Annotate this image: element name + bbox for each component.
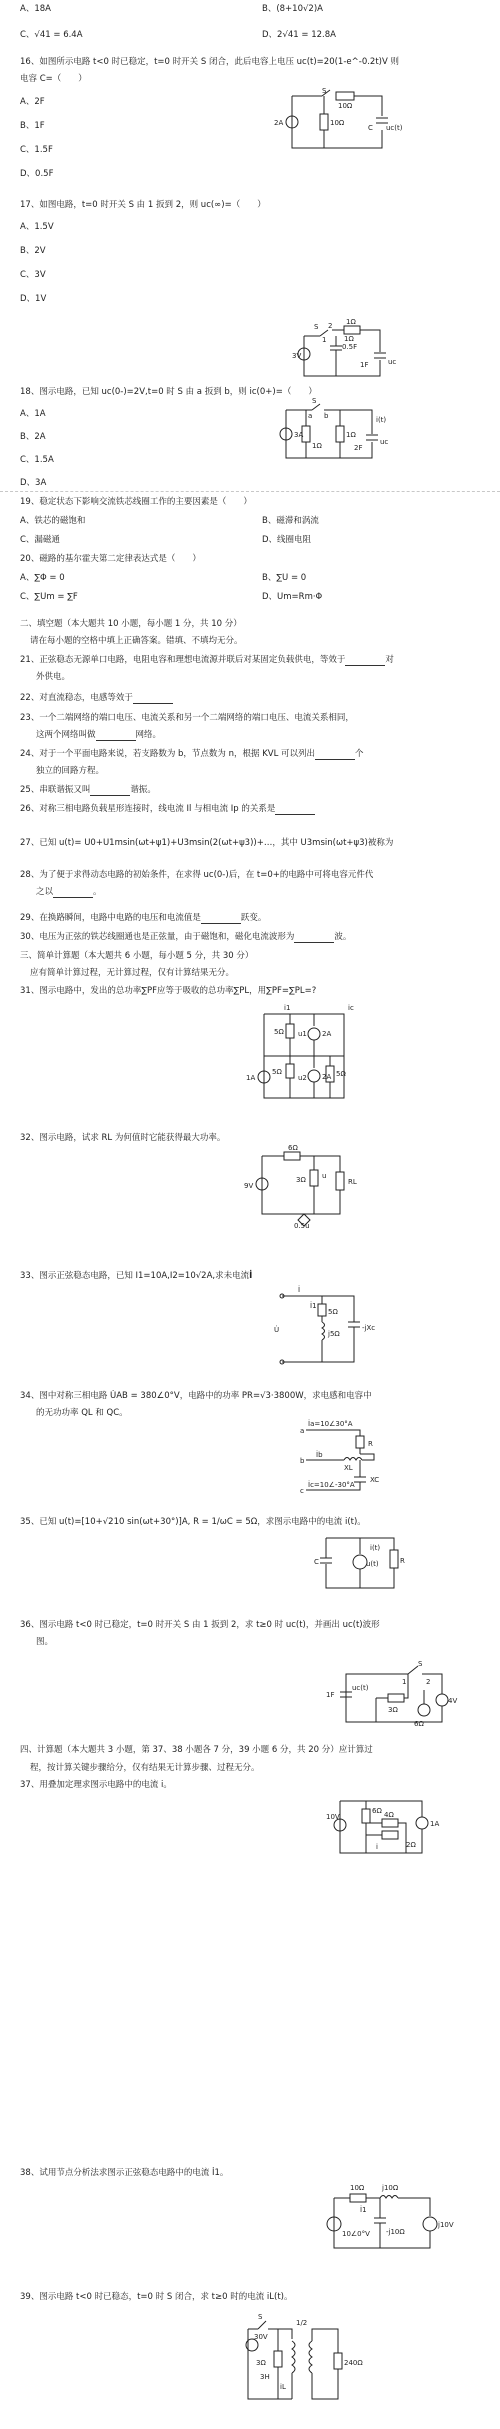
q23-stem: 23、一个二端网络的端口电压、电流关系和另一个二端网络的端口电压、电流关系相同， — [20, 713, 354, 723]
answer-blank[interactable] — [315, 750, 355, 760]
q32-r6-label: 6Ω — [288, 1144, 298, 1152]
q16-r1-label: 10Ω — [338, 102, 353, 110]
q35-c-label: C — [314, 1558, 319, 1566]
q19-option-c: C、漏磁通 — [20, 535, 60, 545]
q34-ic-label: İc=10∠-30°A — [308, 1481, 355, 1489]
q17-c1-label: 0.5F — [342, 343, 358, 351]
q36-switch-label: S — [418, 1660, 423, 1668]
q35-stem: 35、已知 u(t)=[10+√210 sin(ωt+30°)]A, R = 1/ωC = 5Ω，求图示电路中的电流 i(t)。 — [20, 1517, 366, 1527]
q22-stem: 22、对直流稳态，电感等效于 — [20, 693, 173, 704]
q15-option-d: D、2√41 = 12.8A — [262, 30, 336, 40]
q31-r1-label: 5Ω — [274, 1028, 284, 1036]
q17-node1-label: 1 — [322, 336, 327, 344]
answer-blank[interactable] — [345, 656, 385, 666]
q31-u1-label: u1 — [298, 1030, 307, 1038]
q20-option-c: C、∑Um = ∑F — [20, 592, 78, 602]
q18-node-b-label: b — [324, 412, 329, 420]
q16-r2-label: 10Ω — [330, 119, 345, 127]
q36-c-label: 1F — [326, 1691, 335, 1699]
q20-stem: 20、磁路的基尔霍夫第二定律表达式是（ ） — [20, 554, 201, 564]
answer-blank[interactable] — [275, 805, 315, 815]
q37-r2-label: 2Ω — [406, 1841, 416, 1849]
q39-l-label: 3H — [260, 2373, 270, 2381]
q36-stem-cont: 图。 — [36, 1637, 54, 1647]
q16-circuit-figure — [272, 86, 402, 158]
section4-title: 四、计算题（本大题共 3 小题，第 37、38 小题各 7 分，39 小题 6 分，共 20 分）应计算过 — [20, 1745, 373, 1755]
q21-stem-cont: 外供电。 — [36, 672, 71, 682]
q39-il-label: iL — [280, 2383, 286, 2391]
q34-stem: 34、图中对称三相电路 U̇AB = 380∠0°V，电路中的功率 PR=√3·3800W，求电感和电容中 — [20, 1391, 372, 1401]
q16-cap-label: C — [368, 124, 373, 132]
q16-option-a: A、2F — [20, 97, 45, 107]
q34-phase-a-label: a — [300, 1427, 305, 1435]
q20-option-d: D、Um=Rm·Φ — [262, 592, 323, 602]
q39-switch-label: S — [258, 2313, 263, 2321]
q18-option-c: C、1.5A — [20, 455, 54, 465]
answer-blank[interactable] — [96, 731, 136, 741]
q17-stem: 17、如图电路，t=0 时开关 S 由 1 扳到 2，则 uc(∞)=（ ） — [20, 200, 266, 210]
q19-option-a: A、铁芯的磁饱和 — [20, 516, 86, 526]
q34-stem-cont: 的无功功率 QL 和 QC。 — [36, 1408, 128, 1418]
q33-r-label: 5Ω — [328, 1308, 338, 1316]
q18-option-a: A、1A — [20, 409, 46, 419]
q36-r3-label: 3Ω — [388, 1706, 398, 1714]
q17-switch-label: S — [314, 323, 319, 331]
q25-stem: 25、串联谐振又叫 谐振。 — [20, 785, 156, 795]
q38-stem: 38、试用节点分析法求图示正弦稳态电路中的电流 İ1。 — [20, 2168, 229, 2178]
q34-ib-label: İb — [316, 1451, 323, 1459]
q18-r2-label: 1Ω — [346, 431, 356, 439]
q36-circuit-figure — [326, 1660, 466, 1732]
q37-stem: 37、用叠加定理求图示电路中的电流 i。 — [20, 1780, 172, 1790]
q39-circuit-figure — [238, 2309, 368, 2405]
q35-circuit-figure — [314, 1530, 410, 1596]
q39-stem: 39、图示电路 t<0 时已稳态，t=0 时 S 闭合，求 t≥0 时的电流 iL(t)。 — [20, 2292, 293, 2302]
q27-stem: 27、已知 u(t)= U0+U1msin(ωt+ψ1)+U3msin(2(ωt+ψ3))+…，其中 U3msin(ωt+ψ3)被称为 — [20, 838, 394, 848]
q38-r-label: 10Ω — [350, 2184, 365, 2192]
q24-stem: 24、对于一个平面电路来说，若支路数为 b，节点数为 n，根据 KVL 可以列出 个 — [20, 749, 364, 759]
section2-title: 二、填空题（本大题共 10 小题，每小题 1 分，共 10 分） — [20, 619, 242, 629]
q24-stem-cont: 独立的回路方程。 — [36, 766, 105, 776]
q17-node2-label: 2 — [328, 322, 333, 330]
q39-ratio-label: 1/2 — [296, 2319, 308, 2327]
q18-option-b: B、2A — [20, 432, 46, 442]
q35-i-label: i(t) — [370, 1544, 381, 1552]
q31-u2-label: u2 — [298, 1074, 307, 1082]
q31-circuit-figure — [244, 1000, 364, 1108]
q15-option-b: B、(8+10√2)A — [262, 4, 323, 14]
q15-option-c: C、√41 = 6.4A — [20, 30, 83, 40]
q34-phase-c-label: c — [300, 1487, 304, 1495]
q35-u-label: u(t) — [366, 1560, 379, 1568]
q18-cap-label: 2F — [354, 444, 363, 452]
section3-title: 三、简单计算题（本大题共 6 小题，每小题 5 分，共 30 分） — [20, 951, 254, 961]
q33-jx-label: j5Ω — [328, 1330, 340, 1338]
q31-r3-label: 5Ω — [272, 1068, 282, 1076]
q17-r2-label: 1Ω — [344, 335, 354, 343]
q28-stem-cont: 之以 。 — [36, 887, 102, 897]
q18-source-label: 3A — [294, 431, 304, 439]
q28-stem: 28、为了便于求得动态电路的初始条件，在求得 uc(0-)后，在 t=0+的电路中可将电容元件代 — [20, 870, 374, 880]
q17-option-a: A、1.5V — [20, 222, 54, 232]
q19-option-d: D、线圈电阻 — [262, 535, 312, 545]
q18-stem: 18、图示电路，已知 uc(0-)=2V,t=0 时 S 由 a 扳到 b，则 ic(0+)=（ ） — [20, 387, 317, 397]
q18-switch-label: S — [312, 397, 317, 405]
q31-stem: 31、图示电路中，发出的总功率∑PF应等于吸收的总功率∑PL，用∑PF=∑PL=? — [20, 986, 317, 996]
q38-v2-label: j10V — [438, 2221, 454, 2229]
q31-i1-label: i1 — [284, 1004, 291, 1012]
answer-blank[interactable] — [90, 786, 130, 796]
q33-i1-label: İ1 — [310, 1302, 317, 1310]
q20-option-b: B、∑U = 0 — [262, 573, 307, 583]
q36-u-label: uc(t) — [352, 1684, 369, 1692]
q34-circuit-figure — [300, 1420, 420, 1500]
q38-jx-label: j10Ω — [382, 2184, 399, 2192]
section2-note: 请在每小题的空格中填上正确答案。错填、不填均无分。 — [30, 636, 243, 646]
q18-r1-label: 1Ω — [312, 442, 322, 450]
q38-circuit-figure — [320, 2184, 454, 2256]
q18-current-label: i(t) — [376, 416, 387, 424]
q32-r3-label: 3Ω — [296, 1176, 306, 1184]
q18-option-d: D、3A — [20, 478, 47, 488]
q26-stem: 26、对称三相电路负载星形连接时，线电流 Il 与相电流 Ip 的关系是 — [20, 804, 315, 815]
q33-i-label: İ — [298, 1286, 301, 1294]
answer-blank[interactable] — [133, 694, 173, 704]
q19-option-b: B、磁滞和涡流 — [262, 516, 319, 526]
q37-circuit-figure — [326, 1791, 446, 1861]
q37-r6-label: 6Ω — [372, 1807, 382, 1815]
q32-circuit-figure — [244, 1142, 364, 1230]
q33-stem: 33、图示正弦稳态电路，已知 I1=10A,I2=10√2A,求未电流İ — [20, 1271, 253, 1281]
q21-stem: 21、正弦稳态无源单口电路，电阻电容和理想电流源并联后对某固定负载供电，等效于 对 — [20, 655, 394, 665]
q31-src2a-b-label: 2A — [322, 1073, 332, 1081]
q30-stem: 30、电压为正弦的铁芯线圈通也是正弦量，由于磁饱和，磁化电流波形为 波。 — [20, 932, 352, 942]
q33-u-label: U̇ — [274, 1326, 280, 1334]
q32-dependent-label: 0.5u — [294, 1222, 310, 1230]
q16-switch-label: S — [322, 87, 327, 95]
q39-source-label: 30V — [254, 2333, 268, 2341]
q33-circuit-figure — [272, 1282, 392, 1374]
section3-note: 应有简单计算过程，无计算过程，仅有计算结果无分。 — [30, 968, 235, 978]
answer-blank[interactable] — [201, 914, 241, 924]
q17-circuit-figure — [292, 320, 402, 382]
q15-option-a: A、18A — [20, 4, 51, 14]
answer-blank[interactable] — [53, 888, 93, 898]
answer-blank[interactable] — [294, 933, 334, 943]
q31-src1a-label: 1A — [246, 1074, 256, 1082]
q16-stem: 16、如图所示电路 t<0 时已稳定，t=0 时开关 S 闭合，此后电容上电压 uc(t)=20(1-e^-0.2t)V 则 — [20, 57, 400, 67]
q18-circuit-figure — [272, 398, 392, 466]
q18-node-a-label: a — [308, 412, 313, 420]
q34-r-label: R — [368, 1440, 373, 1448]
q36-node2-label: 2 — [426, 1678, 431, 1686]
q16-option-b: B、1F — [20, 121, 45, 131]
q17-option-b: B、2V — [20, 246, 46, 256]
q36-v4-label: 4V — [448, 1697, 458, 1705]
q32-rl-label: RL — [348, 1178, 357, 1186]
q31-r2-label: 5Ω — [336, 1070, 346, 1078]
q31-src2a-label: 2A — [322, 1030, 332, 1038]
q34-phase-b-label: b — [300, 1457, 305, 1465]
q16-option-d: D、0.5F — [20, 169, 54, 179]
q33-jxc-label: -jXc — [362, 1324, 376, 1332]
q17-voltage-label: uc — [388, 358, 397, 366]
q17-source-label: 3V — [292, 352, 302, 360]
q32-u-label: u — [322, 1172, 327, 1180]
q37-r4-label: 4Ω — [384, 1811, 394, 1819]
q31-ic-label: ic — [348, 1004, 354, 1012]
q29-stem: 29、在换路瞬间，电路中电路的电压和电流值是 跃变。 — [20, 913, 267, 923]
q35-r-label: R — [400, 1557, 405, 1565]
q34-xc-label: XC — [370, 1476, 380, 1484]
q32-stem: 32、图示电路，试求 RL 为何值时它能获得最大功率。 — [20, 1133, 226, 1143]
q16-voltage-label: uc(t) — [386, 124, 403, 132]
page-divider — [0, 491, 500, 492]
q18-voltage-label: uc — [380, 438, 389, 446]
q20-option-a: A、∑Φ = 0 — [20, 573, 65, 583]
q38-i1-label: İ1 — [360, 2206, 367, 2214]
q32-source-label: 9V — [244, 1182, 254, 1190]
q34-ia-label: İa=10∠30°A — [308, 1420, 353, 1428]
q17-c2-label: 1F — [360, 361, 369, 369]
q36-stem: 36、图示电路 t<0 时已稳定，t=0 时开关 S 由 1 扳到 2，求 t≥0 时 uc(t)，并画出 uc(t)波形 — [20, 1620, 380, 1630]
section4-note: 程，按计算关键步骤给分，仅有结果无计算步骤、过程无分。 — [30, 1763, 260, 1773]
q37-a1-label: 1A — [430, 1820, 440, 1828]
q19-stem: 19、稳定状态下影响交流铁芯线圈工作的主要因素是（ ） — [20, 497, 252, 507]
q16-source-label: 2A — [274, 119, 284, 127]
q16-stem-cont: 电容 C=（ ） — [20, 74, 87, 84]
q39-r-label: 3Ω — [256, 2359, 266, 2367]
q17-option-c: C、3V — [20, 270, 46, 280]
q34-xl-label: XL — [344, 1464, 353, 1472]
q17-r1-label: 1Ω — [346, 318, 356, 326]
q39-r2-label: 240Ω — [344, 2359, 363, 2367]
q36-r6-label: 6Ω — [414, 1720, 424, 1728]
q37-source-label: 10V — [326, 1813, 340, 1821]
q16-option-c: C、1.5F — [20, 145, 53, 155]
q17-option-d: D、1V — [20, 294, 47, 304]
q23-stem-cont: 这两个网络叫做 网络。 — [36, 730, 162, 740]
q38-source-label: 10∠0°V — [342, 2230, 370, 2238]
q36-node1-label: 1 — [402, 1678, 407, 1686]
q38-mj-label: -j10Ω — [386, 2228, 405, 2236]
q37-i-label: i — [376, 1843, 378, 1851]
